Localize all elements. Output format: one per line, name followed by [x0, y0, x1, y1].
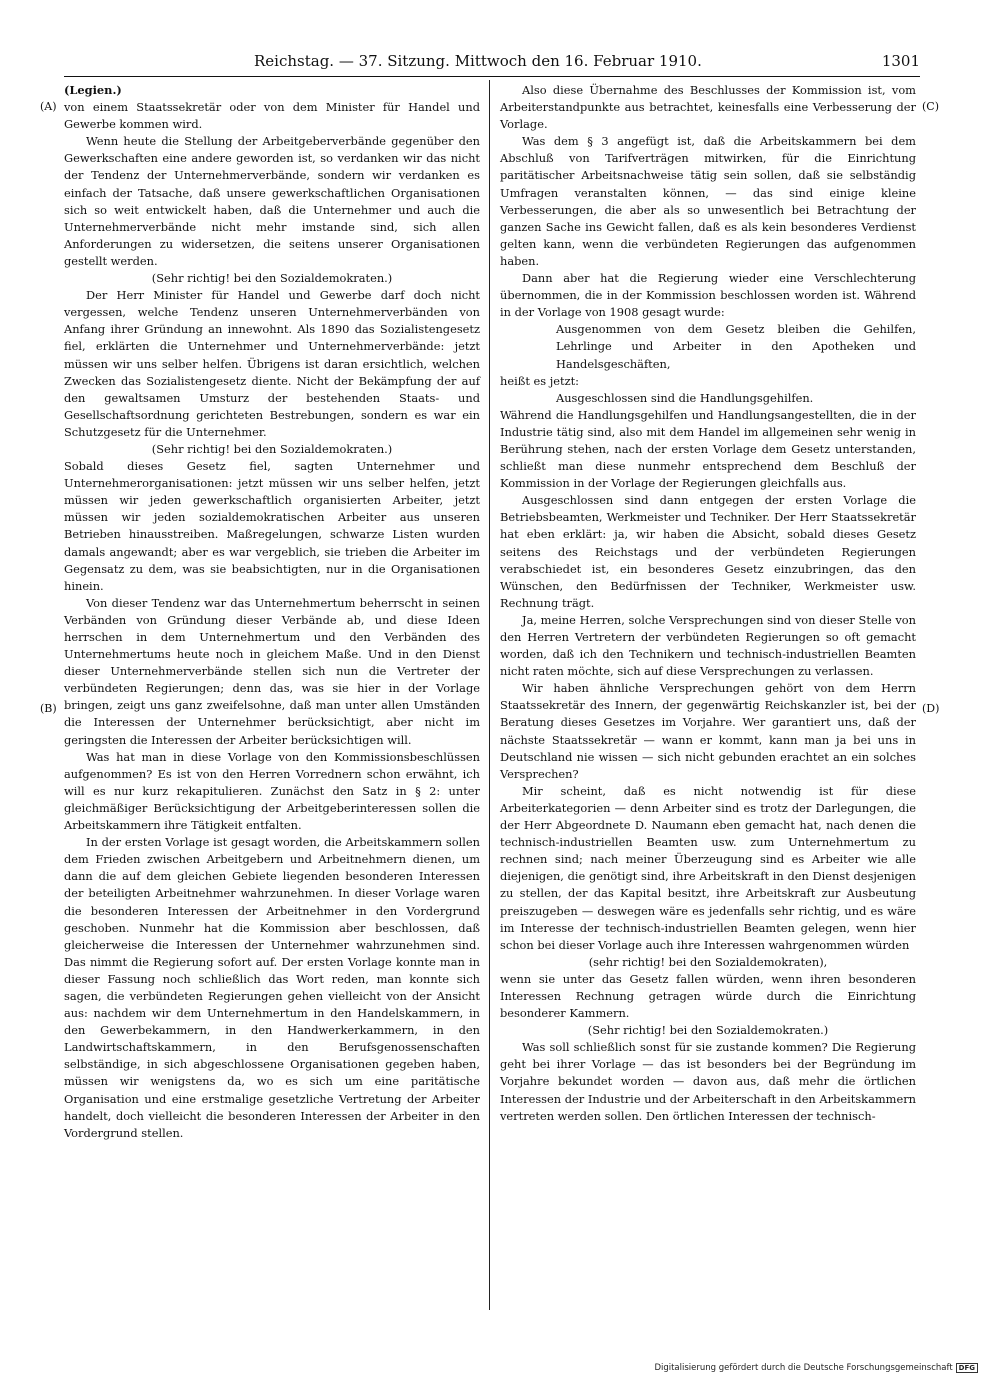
paragraph: Von dieser Tendenz war das Unternehmertum beherrscht in seinen Verbänden von Gründung dieser Verbände ab, und diese Ideen herrschen in dem Unternehmertum und den Verbänden des Unternehmertums heute noch in gleichem Maße. Und in den Dienst dieser Unternehmerverbände stellen sich nun die Vertreter der verbündeten Regierungen; denn das, was sie hier in der Vorlage bringen, zeigt uns ganz zweifelsohne, daß man unter allen Umständen die Interessen der Unternehmer berücksichtigt, aber nicht im geringsten die Interessen der Arbeiter berücksichtigen will.	[64, 595, 480, 747]
credit-text: Digitalisierung gefördert durch die Deutsche Forschungsgemeinschaft	[654, 1363, 953, 1373]
margin-marker-c: (C)	[922, 100, 939, 113]
column-divider	[489, 80, 490, 1310]
margin-marker-a: (A)	[40, 100, 57, 113]
paragraph: Was dem § 3 angefügt ist, daß die Arbeitskammern bei dem Abschluß von Tarifverträgen mitwirken, für die Einrichtung paritätischer Arbeitsnachweise tätig sein sollen, daß sie selbständig Umfragen veranstalten können, — das sind einige kleine Verbesserungen, die aber als so unwesentlich bei Betrachtung der ganzen Sache ins Gewicht fallen, daß es als kein besonderes Verdienst gelten kann, wenn die verbündeten Regierungen das aufgenommen haben.	[500, 134, 916, 268]
speaker-name: (Legien.)	[64, 83, 122, 97]
paragraph: Wir haben ähnliche Versprechungen gehört von dem Herrn Staatssekretär des Innern, der gegenwärtig Reichskanzler ist, bei der Beratung dieses Gesetzes im Vorjahre. Wer garantiert uns, daß der nächste Staatssekretär — wann er kommt, kann man ja bei uns in Deutschland nie wissen — sich nicht gebunden erachtet an ein solches Versprechen?	[500, 681, 916, 781]
paragraph: Mir scheint, daß es nicht notwendig ist für diese Arbeiterkategorien — denn Arbeiter sind es trotz der Darlegungen, die der Herr Abgeordnete D. Naumann eben gemacht hat, nach denen die technisch-industriellen Beamten usw. zum Unternehmertum zu rechnen sind; nach meiner Überzeugung sind es Arbeiter wie alle diejenigen, die genötigt sind, ihre Arbeitskraft in den Dienst desjenigen zu stellen, der das Kapital besitzt, ihre Arbeitskraft zur Ausbeutung preiszugeben — deswegen wäre es jedenfalls sehr richtig, und es wäre im Interesse der technisch-industriellen Beamten gelegen, wenn hier schon bei dieser Vorlage auch ihre Interessen wahrgenommen würden	[500, 783, 916, 952]
paragraph: Ausgeschlossen sind dann entgegen der ersten Vorlage die Betriebsbeamten, Werkmeister und Techniker. Der Herr Staatssekretär hat eben erklärt: ja, wir haben die Absicht, sobald dieses Gesetz seitens des Reichstags und der verbündeten Regierungen verabschiedet ist, ein besonderes Gesetz einzubringen, das den Wünschen, den Bedürfnissen der Techniker, Werkmeister usw. Rechnung trägt.	[500, 493, 916, 610]
dfg-logo: DFG	[956, 1363, 978, 1373]
paragraph: Sobald dieses Gesetz fiel, sagten Unternehmer und Unternehmerorganisationen: jetzt müssen wir uns selber helfen, jetzt müssen wir jeden gewerkschaftlich organisierten Arbeiter, jetzt müssen wir jeden sozialdemokratischen Arbeiter aus unseren Betrieben hinausstreiben. Maßregelungen, schwarze Listen wurden damals angewandt; aber es war vergeblich, sie trieben die Arbeiter im Gegensatz zu dem, was sie beabsichtigten, nur in die Organisationen hinein.	[64, 459, 480, 593]
interjection: (Sehr richtig! bei den Sozialdemokraten.)	[587, 1023, 829, 1038]
paragraph: heißt es jetzt:	[500, 373, 580, 388]
digitization-credit	[654, 1363, 978, 1373]
quotation: Ausgeschlossen sind die Handlungsgehilfen.	[556, 390, 814, 405]
paragraph: wenn sie unter das Gesetz fallen würden, wenn ihren besonderen Interessen Rechnung getragen würde durch die Einrichtung besonderer Kammern.	[500, 971, 916, 1021]
paragraph: Was soll schließlich sonst für sie zustande kommen? Die Regierung geht bei ihrer Vorlage — das ist besonders bei der Begründung im Vorjahre bekundet worden — davon aus, daß mehr die örtlichen Interessen der Industrie und der Arbeiterschaft in den Arbeitskammern vertreten werden sollen. Den örtlichen Interessen der technisch-	[500, 1040, 916, 1123]
interjection: (Sehr richtig! bei den Sozialdemokraten.)	[151, 271, 393, 286]
paragraph: In der ersten Vorlage ist gesagt worden, die Arbeitskammern sollen dem Frieden zwischen Arbeitgebern und Arbeitnehmern dienen, um dann die auf dem gleichen Gebiete liegenden besonderen Interessen der beteiligten Arbeitnehmer wahrzunehmen. In dieser Vorlage waren die besonderen Interessen der Arbeitnehmer in den Vordergrund geschoben. Nunmehr hat die Kommission aber beschlossen, daß gleicherweise die Interessen der Unternehmer wahrzunehmen sind. Das nimmt die Regierung sofort auf. Der ersten Vorlage konnte man in dieser Fassung noch schließlich das Wort reden, man konnte sich sagen, die verbündeten Regierungen gehen vielleicht von der Ansicht aus: nachdem wir dem Unternehmertum in den Handelskammern, in den Gewerbekammern, in den Handwerkerkammern, in den Landwirtschaftskammern, in den Berufsgenossenschaften selbständige, in sich abgeschlossene Organisationen gegeben haben, müssen wir wenigstens da, wo es sich um eine paritätische Organisation und eine erstmalige gesetzliche Vertretung der Arbeiter handelt, doch vielleicht die besonderen Interessen der Arbeiter in den Vordergrund stellen.	[64, 835, 480, 1140]
margin-marker-b: (B)	[40, 702, 57, 715]
header-title: Reichstag. — 37. Sitzung. Mittwoch den 16. Februar 1910.	[254, 52, 702, 70]
paragraph: Während die Handlungsgehilfen und Handlungsangestellten, die in der Industrie tätig sind, also mit dem Handel im allgemeinen sehr wenig in Berührung stehen, nach der ersten Vorlage dem Gesetz unterstanden, schließt man diese nunmehr entsprechend dem Beschluß der Kommission in der Vorlage der Regierungen gleichfalls aus.	[500, 407, 916, 491]
paragraph: von einem Staatssekretär oder von dem Minister für Handel und Gewerbe kommen wird.	[64, 100, 480, 132]
paragraph: Der Herr Minister für Handel und Gewerbe darf doch nicht vergessen, welche Tendenz unseren Unternehmerverbänden von Anfang ihrer Gründung an innewohnt. Als 1890 das Sozialistengesetz fiel, erklärten die Unternehmer und Unternehmerverbände: jetzt müssen wir uns selber helfen. Übrigens ist daran ersichtlich, welchen Zwecken das Sozialistengesetz diente. Nicht der Bekämpfung der auf den gewaltsamen Umsturz der bestehenden Staats- und Gesellschaftsordnung gerichteten Bestrebungen, sondern es war ein Schutzgesetz für die Unternehmer.	[64, 288, 480, 439]
paragraph: Dann aber hat die Regierung wieder eine Verschlechterung übernommen, die in der Kommission beschlossen worden ist. Während in der Vorlage von 1908 gesagt wurde:	[500, 271, 916, 320]
paragraph: Wenn heute die Stellung der Arbeitgeberverbände gegenüber den Gewerkschaften eine andere geworden ist, so verdanken wir das nicht der Tendenz der Unternehmerverbände, sondern wir verdanken es einfach der Tatsache, daß unsere gewerkschaftlichen Organisationen sich so weit entwickelt haben, daß die Unternehmer und auch die Unternehmerverbände nicht mehr imstande sind, sich allen Anforderungen zu widersetzen, die seitens unserer Organisationen gestellt werden.	[64, 134, 480, 268]
paragraph: Also diese Übernahme des Beschlusses der Kommission ist, vom Arbeiterstandpunkte aus betrachtet, keinesfalls eine Verbesserung der Vorlage.	[500, 83, 916, 132]
running-header	[64, 52, 920, 76]
interjection: (Sehr richtig! bei den Sozialdemokraten.)	[151, 441, 393, 456]
quotation: Ausgenommen von dem Gesetz bleiben die Gehilfen, Lehrlinge und Arbeiter in den Apotheken und Handelsgeschäften,	[556, 322, 916, 371]
header-rule	[64, 76, 920, 77]
right-column	[500, 82, 916, 1125]
left-column	[64, 82, 480, 1142]
margin-marker-d: (D)	[922, 702, 940, 715]
page-number: 1301	[881, 52, 920, 70]
interjection: (sehr richtig! bei den Sozialdemokraten),	[588, 954, 828, 969]
paragraph: Ja, meine Herren, solche Versprechungen sind von dieser Stelle von den Herren Vertretern der verbündeten Regierungen so oft gemacht worden, daß ich den Technikern und technisch-industriellen Beamten nicht raten möchte, sich auf diese Versprechungen zu verlassen.	[500, 612, 916, 679]
paragraph: Was hat man in diese Vorlage von den Kommissionsbeschlüssen aufgenommen? Es ist von den Herren Vorrednern schon erwähnt, ich will es nur kurz rekapitulieren. Zunächst den Satz in § 2: unter gleichmäßiger Berücksichtigung der Arbeitgeberinteressen sollen die Arbeitskammern ihre Tätigkeit entfalten.	[64, 749, 480, 833]
